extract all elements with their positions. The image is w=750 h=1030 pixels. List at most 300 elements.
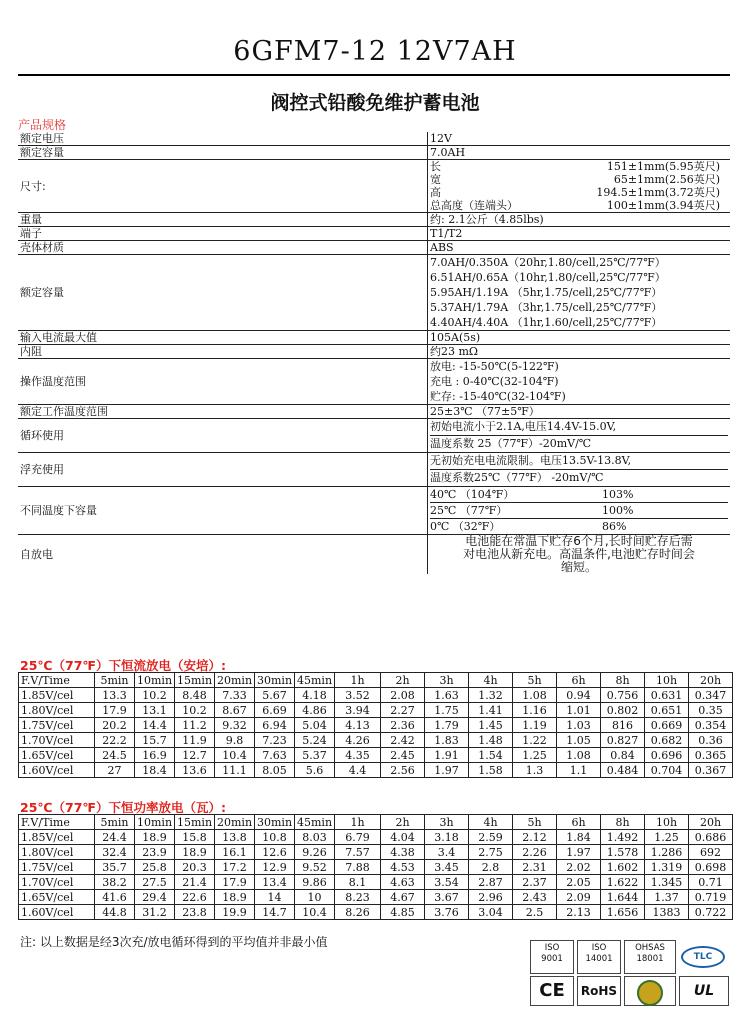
spec-label: 额定容量 (18, 146, 428, 160)
table-cell: 1.25 (645, 830, 689, 845)
table-cell: 1.58 (469, 763, 513, 778)
table-cell: 2h (381, 673, 425, 688)
table-cell: 2.5 (513, 905, 557, 920)
cycle-line: 初始电流小于2.1A,电压14.4V-15.0V, (430, 419, 728, 436)
table-cell: 0.698 (689, 860, 733, 875)
table-cell: 18.9 (215, 890, 255, 905)
size-dim-value: 151±1mm(5.95英尺) (606, 160, 720, 173)
row-label-cell: 1.85V/cel (19, 688, 95, 703)
row-label-cell: F.V/Time (19, 673, 95, 688)
table-cell: 5min (95, 815, 135, 830)
table-cell: 38.2 (95, 875, 135, 890)
spec-label: 端子 (18, 227, 428, 241)
document-title: 6GFM7-12 12V7AH (233, 36, 517, 67)
row-label-cell: 1.70V/cel (19, 733, 95, 748)
spec-value: 12V (428, 132, 731, 146)
spec-row-size (18, 160, 730, 213)
temp-line: 放电: -15-50℃(5-122℉) (430, 360, 559, 373)
spec-row-self-discharge (18, 535, 730, 575)
table-cell: 1.75 (425, 703, 469, 718)
table-cell: 11.2 (175, 718, 215, 733)
table-cell: 3.67 (425, 890, 469, 905)
spec-row-cycle (18, 419, 730, 453)
table-cell: 1.63 (425, 688, 469, 703)
table-cell: 8h (601, 673, 645, 688)
table-cell: 8.1 (335, 875, 381, 890)
table-cell: 1.16 (513, 703, 557, 718)
table-cell: 1383 (645, 905, 689, 920)
table-cell: 1.286 (645, 845, 689, 860)
table-cell: 22.6 (175, 890, 215, 905)
table-cell: 4.4 (335, 763, 381, 778)
table-header-row (19, 815, 733, 830)
table-cell: 0.484 (601, 763, 645, 778)
table-cell: 5.6 (295, 763, 335, 778)
table-cell: 4h (469, 815, 513, 830)
table-cell: 8h (601, 815, 645, 830)
table-cell: 0.682 (645, 733, 689, 748)
table-cell: 23.8 (175, 905, 215, 920)
table-cell: 0.71 (689, 875, 733, 890)
table-cell: 22.2 (95, 733, 135, 748)
table-cell: 8.48 (175, 688, 215, 703)
table-cell: 24.4 (95, 830, 135, 845)
table-cell: 15min (175, 815, 215, 830)
table-cell: 0.365 (689, 748, 733, 763)
table-cell: 2.12 (513, 830, 557, 845)
spec-value (428, 487, 731, 535)
table-cell: 10h (645, 815, 689, 830)
cycle-line: 温度系数 25（77℉）-20mV/℃ (430, 437, 592, 450)
certification-logos (530, 940, 730, 1006)
table-cell: 10.4 (295, 905, 335, 920)
table-cell: 8.67 (215, 703, 255, 718)
spec-value (428, 255, 731, 331)
table-cell: 3.4 (425, 845, 469, 860)
table-cell: 18.9 (135, 830, 175, 845)
table-cell: 0.722 (689, 905, 733, 920)
table-cell: 5.37 (295, 748, 335, 763)
table-cell: 1.05 (557, 733, 601, 748)
table-cell: 0.35 (689, 703, 733, 718)
table-cell: 12.9 (255, 860, 295, 875)
table-cell: 1.48 (469, 733, 513, 748)
table-cell: 20.2 (95, 718, 135, 733)
table-cell: 9.86 (295, 875, 335, 890)
iso14001-logo: ISO 14001 (577, 940, 621, 974)
table-cell: 3.76 (425, 905, 469, 920)
spec-label: 循环使用 (18, 419, 428, 453)
temp-line: 贮存: -15-40℃(32-104℉) (430, 390, 566, 403)
table-cell: 7.57 (335, 845, 381, 860)
table-cell: 1.79 (425, 718, 469, 733)
spec-label: 浮充使用 (18, 453, 428, 487)
table-cell: 1h (335, 673, 381, 688)
table-cell: 0.704 (645, 763, 689, 778)
table-cell: 15.8 (175, 830, 215, 845)
capacity-line: 5.37AH/1.79A （3hr,1.75/cell,25℃/77℉） (430, 301, 663, 314)
table-cell: 16.1 (215, 845, 255, 860)
table-cell: 1.54 (469, 748, 513, 763)
footnote: 注: 以上数据是经3次充/放电循环得到的平均值并非最小值 (20, 935, 328, 949)
table-row (19, 718, 733, 733)
table-cell: 13.8 (215, 830, 255, 845)
table-cell: 20h (689, 815, 733, 830)
table-cell: 12.6 (255, 845, 295, 860)
temp-cap-temp: 40℃ （104℉） (430, 488, 515, 501)
table-row (19, 688, 733, 703)
temp-cap-temp: 25℃ （77℉） (430, 504, 508, 517)
table-cell: 16.9 (135, 748, 175, 763)
table-cell: 0.651 (645, 703, 689, 718)
table-cell: 2.26 (513, 845, 557, 860)
table-cell: 4.35 (335, 748, 381, 763)
table-cell: 2.75 (469, 845, 513, 860)
table-cell: 2.36 (381, 718, 425, 733)
row-label-cell: 1.65V/cel (19, 890, 95, 905)
table-cell: 30min (255, 815, 295, 830)
spec-label: 内阻 (18, 345, 428, 359)
table-cell: 2.05 (557, 875, 601, 890)
spec-row-resistance (18, 345, 730, 359)
table-cell: 0.347 (689, 688, 733, 703)
spec-row-rated-capacity (18, 255, 730, 331)
table-cell: 10.2 (175, 703, 215, 718)
iso9001-logo: ISO 9001 (530, 940, 574, 974)
table-cell: 1.91 (425, 748, 469, 763)
table-row (19, 890, 733, 905)
table-cell: 1.656 (601, 905, 645, 920)
row-label-cell: F.V/Time (19, 815, 95, 830)
table-row (19, 875, 733, 890)
table-row (19, 860, 733, 875)
table-cell: 2.87 (469, 875, 513, 890)
table-cell: 1.01 (557, 703, 601, 718)
table-cell: 1.97 (425, 763, 469, 778)
table-cell: 10min (135, 673, 175, 688)
size-dim-value: 65±1mm(2.56英尺) (613, 173, 720, 186)
title-rule (18, 74, 730, 76)
table-cell: 2.08 (381, 688, 425, 703)
row-label-cell: 1.65V/cel (19, 748, 95, 763)
table-cell: 10min (135, 815, 175, 830)
table-cell: 1.25 (513, 748, 557, 763)
table-cell: 2.09 (557, 890, 601, 905)
table-cell: 27.5 (135, 875, 175, 890)
row-label-cell: 1.80V/cel (19, 845, 95, 860)
spec-value: 7.0AH (428, 146, 731, 160)
table-cell: 13.6 (175, 763, 215, 778)
table-cell: 3.04 (469, 905, 513, 920)
float-line: 温度系数25℃（77℉） -20mV/℃ (430, 471, 604, 484)
table-cell: 4.86 (295, 703, 335, 718)
table-cell: 1.3 (513, 763, 557, 778)
table-cell: 9.26 (295, 845, 335, 860)
table-cell: 4.13 (335, 718, 381, 733)
table-cell: 2.59 (469, 830, 513, 845)
table-cell: 7.33 (215, 688, 255, 703)
table-cell: 7.88 (335, 860, 381, 875)
table-cell: 17.9 (95, 703, 135, 718)
table-cell: 1.19 (513, 718, 557, 733)
table-cell: 17.2 (215, 860, 255, 875)
constant-current-table (18, 672, 733, 778)
table-cell: 19.9 (215, 905, 255, 920)
table-cell: 2h (381, 815, 425, 830)
spec-row-case (18, 241, 730, 255)
document-subtitle: 阀控式铅酸免维护蓄电池 (270, 92, 480, 114)
row-label-cell: 1.75V/cel (19, 860, 95, 875)
table-cell: 32.4 (95, 845, 135, 860)
size-dim-name: 长 (430, 160, 441, 173)
table-cell: 2.37 (513, 875, 557, 890)
table-cell: 41.6 (95, 890, 135, 905)
table-row (19, 733, 733, 748)
table-cell: 1.1 (557, 763, 601, 778)
table-cell: 7.23 (255, 733, 295, 748)
tlc-logo: TLC (679, 940, 727, 970)
table-cell: 5.24 (295, 733, 335, 748)
table-cell: 24.5 (95, 748, 135, 763)
spec-value: 约: 2.1公斤（4.85lbs) (428, 213, 731, 227)
table-cell: 1.345 (645, 875, 689, 890)
size-dim-name: 总高度（连端头） (430, 199, 518, 212)
capacity-line: 6.51AH/0.65A（10hr,1.80/cell,25℃/77℉） (430, 271, 666, 284)
table-cell: 1.03 (557, 718, 601, 733)
table-cell: 5h (513, 815, 557, 830)
table-cell: 8.23 (335, 890, 381, 905)
table-cell: 0.696 (645, 748, 689, 763)
table-cell: 4.38 (381, 845, 425, 860)
spec-label: 操作温度范围 (18, 359, 428, 405)
table-header-row (19, 673, 733, 688)
table-cell: 5.67 (255, 688, 295, 703)
table-row (19, 830, 733, 845)
table-cell: 10.2 (135, 688, 175, 703)
temp-line: 充电 : 0-40℃(32-104℉) (430, 375, 559, 388)
table-cell: 1.492 (601, 830, 645, 845)
table-cell: 31.2 (135, 905, 175, 920)
table-cell: 0.84 (601, 748, 645, 763)
table-cell: 12.7 (175, 748, 215, 763)
spec-row-weight (18, 213, 730, 227)
spec-row-float (18, 453, 730, 487)
size-dim-value: 194.5±1mm(3.72英尺) (596, 186, 720, 199)
table-cell: 15min (175, 673, 215, 688)
spec-row-capacity (18, 146, 730, 160)
self-discharge-line: 缩短。 (560, 560, 597, 574)
table-cell: 30min (255, 673, 295, 688)
size-dim-value: 100±1mm(3.94英尺) (606, 199, 720, 212)
table-cell: 6.69 (255, 703, 295, 718)
size-dim-name: 高 (430, 186, 441, 199)
table-cell: 21.4 (175, 875, 215, 890)
table-cell: 3.54 (425, 875, 469, 890)
table-cell: 20h (689, 673, 733, 688)
spec-label: 输入电流最大值 (18, 331, 428, 345)
spec-value: 25±3℃ （77±5℉） (428, 405, 731, 419)
table-cell: 1.97 (557, 845, 601, 860)
table-cell: 5h (513, 673, 557, 688)
table-cell: 1.41 (469, 703, 513, 718)
table-cell: 10.4 (215, 748, 255, 763)
table-cell: 11.9 (175, 733, 215, 748)
row-label-cell: 1.75V/cel (19, 718, 95, 733)
table-cell: 14 (255, 890, 295, 905)
spec-value: 105A(5s) (428, 331, 731, 345)
table-row (19, 905, 733, 920)
table-cell: 3.52 (335, 688, 381, 703)
table-cell: 2.42 (381, 733, 425, 748)
spec-label: 壳体材质 (18, 241, 428, 255)
table-cell: 0.354 (689, 718, 733, 733)
table-row (19, 748, 733, 763)
table-cell: 13.1 (135, 703, 175, 718)
table-cell: 0.94 (557, 688, 601, 703)
spec-row-temp-capacity (18, 487, 730, 535)
section-heading: 产品规格 (18, 118, 67, 132)
table-cell: 5min (95, 673, 135, 688)
table-cell: 1.578 (601, 845, 645, 860)
table-cell: 0.719 (689, 890, 733, 905)
table-cell: 6.94 (255, 718, 295, 733)
table-cell: 2.02 (557, 860, 601, 875)
spec-value (428, 419, 731, 453)
table-cell: 13.4 (255, 875, 295, 890)
table-cell: 1.319 (645, 860, 689, 875)
table-row (19, 845, 733, 860)
table-cell: 1.83 (425, 733, 469, 748)
table-cell: 45min (295, 815, 335, 830)
table-cell: 8.26 (335, 905, 381, 920)
table-cell: 1.644 (601, 890, 645, 905)
table-cell: 0.36 (689, 733, 733, 748)
table-cell: 0.631 (645, 688, 689, 703)
table-cell: 4.26 (335, 733, 381, 748)
table-cell: 0.367 (689, 763, 733, 778)
float-line: 无初始充电电流限制。电压13.5V-13.8V, (430, 453, 728, 470)
table-cell: 2.56 (381, 763, 425, 778)
table-cell: 1h (335, 815, 381, 830)
table-row (19, 703, 733, 718)
table-cell: 6h (557, 815, 601, 830)
spec-row-op-temp (18, 359, 730, 405)
table-cell: 3.18 (425, 830, 469, 845)
table-cell: 18.4 (135, 763, 175, 778)
spec-label: 自放电 (20, 548, 53, 561)
table-cell: 9.52 (295, 860, 335, 875)
spec-label: 额定电压 (18, 132, 428, 146)
temp-cap-temp: 0℃ （32℉） (430, 520, 501, 533)
table-cell: 0.756 (601, 688, 645, 703)
spec-value (428, 535, 731, 575)
table-cell: 45min (295, 673, 335, 688)
constant-power-table (18, 814, 733, 920)
spec-value (428, 359, 731, 405)
table-cell: 27 (95, 763, 135, 778)
table-cell: 10.8 (255, 830, 295, 845)
ohsas-logo: OHSAS 18001 (624, 940, 676, 974)
temp-cap-value: 103% (602, 488, 634, 501)
table-cell: 17.9 (215, 875, 255, 890)
capacity-line: 4.40AH/4.40A （1hr,1.60/cell,25℃/77℉） (430, 316, 663, 329)
table-cell: 20min (215, 815, 255, 830)
table-cell: 8.05 (255, 763, 295, 778)
spec-value: 约23 mΩ (428, 345, 731, 359)
spec-label: 额定工作温度范围 (18, 405, 428, 419)
table-cell: 1.08 (513, 688, 557, 703)
self-discharge-line: 电池能在常温下贮存6个月,长时间贮存后需 (465, 534, 693, 548)
table-cell: 2.27 (381, 703, 425, 718)
capacity-line: 7.0AH/0.350A（20hr,1.80/cell,25℃/77℉） (430, 256, 666, 269)
table-cell: 4.53 (381, 860, 425, 875)
table-cell: 14.4 (135, 718, 175, 733)
table-cell: 2.43 (513, 890, 557, 905)
temp-cap-value: 100% (602, 504, 634, 517)
table-row (19, 763, 733, 778)
table-cell: 20min (215, 673, 255, 688)
table-cell: 1.08 (557, 748, 601, 763)
table-cell: 7.63 (255, 748, 295, 763)
spec-row-max-current (18, 331, 730, 345)
table-cell: 9.8 (215, 733, 255, 748)
temp-cap-value: 86% (602, 520, 627, 533)
table-cell: 4.85 (381, 905, 425, 920)
table-cell: 0.827 (601, 733, 645, 748)
table-cell: 6h (557, 673, 601, 688)
table-cell: 35.7 (95, 860, 135, 875)
rohs-logo: RoHS (577, 976, 621, 1006)
table-cell: 23.9 (135, 845, 175, 860)
self-discharge-line: 对电池从新充电。高温条件,电池贮存时间会 (463, 547, 695, 561)
table-cell: 2.31 (513, 860, 557, 875)
spec-row-terminal (18, 227, 730, 241)
table-cell: 2.45 (381, 748, 425, 763)
ul-logo: UL (679, 976, 729, 1006)
spec-label: 额定容量 (18, 255, 428, 331)
row-label-cell: 1.85V/cel (19, 830, 95, 845)
current-table-title: 25℃（77℉）下恒流放电（安培）: (20, 658, 227, 673)
table-cell: 10h (645, 673, 689, 688)
table-cell: 0.802 (601, 703, 645, 718)
row-label-cell: 1.70V/cel (19, 875, 95, 890)
row-label-cell: 1.60V/cel (19, 763, 95, 778)
capacity-line: 5.95AH/1.19A （5hr,1.75/cell,25℃/77℉） (430, 286, 663, 299)
table-cell: 1.622 (601, 875, 645, 890)
table-cell: 5.04 (295, 718, 335, 733)
table-cell: 1.22 (513, 733, 557, 748)
ce-logo: CE (530, 976, 574, 1006)
spec-row-rated-temp (18, 405, 730, 419)
table-cell: 3h (425, 815, 469, 830)
table-cell: 44.8 (95, 905, 135, 920)
table-cell: 1.37 (645, 890, 689, 905)
spec-value: T1/T2 (428, 227, 731, 241)
table-cell: 20.3 (175, 860, 215, 875)
table-cell: 11.1 (215, 763, 255, 778)
row-label-cell: 1.60V/cel (19, 905, 95, 920)
table-cell: 4h (469, 673, 513, 688)
size-dim-name: 宽 (430, 173, 441, 186)
spec-value: ABS (428, 241, 731, 255)
table-cell: 4.18 (295, 688, 335, 703)
power-table-title: 25℃（77℉）下恒功率放电（瓦）: (20, 800, 227, 815)
table-cell: 2.13 (557, 905, 601, 920)
table-cell: 0.686 (689, 830, 733, 845)
spec-value (428, 453, 731, 487)
table-cell: 4.04 (381, 830, 425, 845)
table-cell: 1.32 (469, 688, 513, 703)
